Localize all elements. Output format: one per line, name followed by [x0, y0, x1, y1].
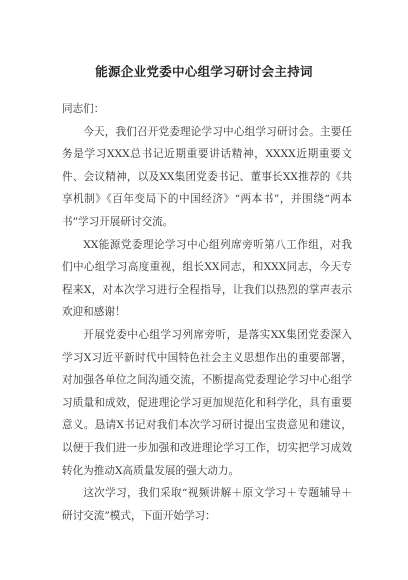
document-title: 能源企业党委中心组学习研讨会主持词 [95, 64, 313, 79]
document-body [62, 98, 352, 527]
paragraph-2: XX能源党委理论学习中心组列席旁听第八工作组，对我们中心组学习高度重视，组长XX同志，和XXX同志，今天专程来X，对本次学习进行全程指导，让我们以热烈的掌声表示欢迎和感谢！ [62, 238, 352, 319]
paragraph-4: 这次学习，我们采取“视频讲解＋原文学习＋专题辅导＋研讨交流”模式，下面开始学习： [62, 487, 352, 522]
paragraph-3: 开展党委中心组学习列席旁听，是落实XX集团党委深入学习X习近平新时代中国特色社会主义思想作出的重要部署，对加强各单位之间沟通交流，不断提高党委理论学习中心组学习质量和成效，促进理论学习更加规范化和科学化，具有重要意义。恳请X书记对我们本次学习研讨提出宝贵意见和建议，以便于我们进一步加强和改进理论学习工作，切实把学习成效转化为推动X高质量发展的强大动力。 [62, 328, 352, 477]
salutation: 同志们： [62, 103, 105, 115]
paragraph-1: 今天，我们召开党委理论学习中心组学习研讨会。主要任务是学习XXX总书记近期重要讲话精神，XXXX近期重要文件、会议精神，以及XX集团党委书记、董事长XX推荐的《共享机制》《百年变局下的中国经济》“两本书”，并围绕“两本书”学习开展研讨交流。 [62, 125, 352, 228]
